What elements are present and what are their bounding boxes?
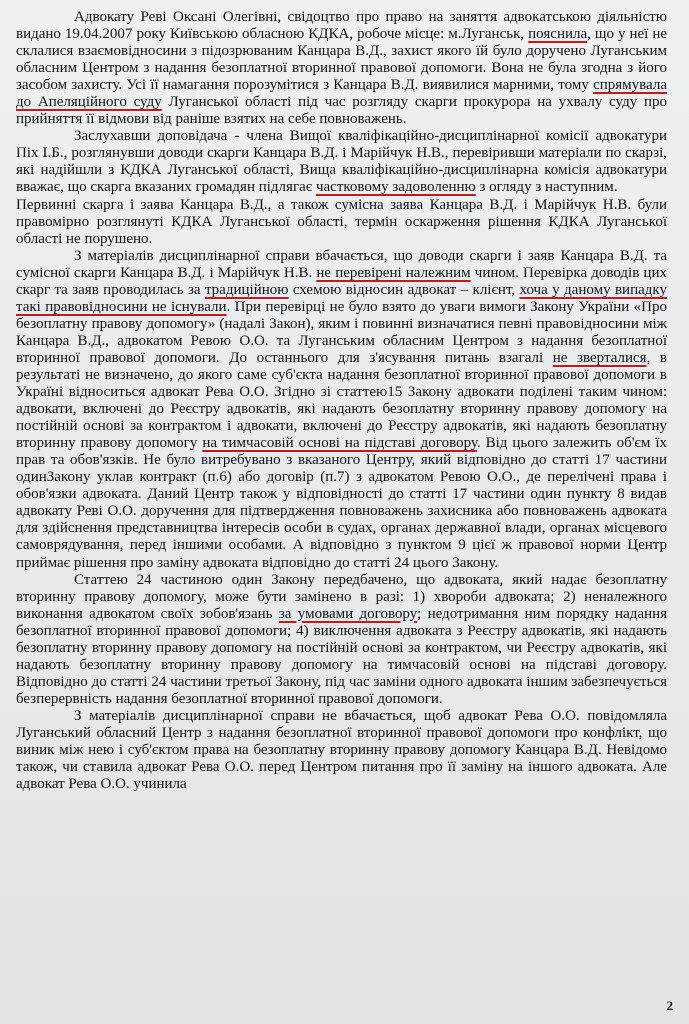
text-run: . При перевірці не було взято до уваги вимоги Закону України «Про безоплатну правову допомогу» (надалі Закон), яким і повинні визначатися певні правовідносини між Канцара В.Д., адвокатом Ревою О.О. та Луганським обласним Центром з надання безоплатної вторинної правової допомоги. До останнього для з'ясування питань взагалі: [16, 298, 667, 366]
underlined-phrase: не зверталися: [552, 349, 647, 366]
text-run: схемою відносин адвокат – клієнт,: [288, 281, 520, 298]
text-run: Адвокату Реві Оксані Олегівні, свідоцтво про право на заняття адвокатською діяльністю видано 19.04.2007 року Київською обласною КДКА, робоче місце: м.Луганськ,: [16, 9, 667, 43]
underlined-phrase: за умовами договору: [278, 605, 418, 622]
text-run: . Від цього залежить об'єм їх прав та обов'язків. Не було витребувано з вказаного Центру, який відповідно до статті 17 частини одинЗакону уклав контракт (п.6) або договір (п.7) з адвокатом Ревою О.О., де перелічені права і обов'язки адвоката. Даний Центр також у відповідності до статті 17 частини один пункту 8 видав адвокату Реві О.О. доручення для підтвердження повноважень захисника або повноважень адвоката для здійснення представництва інтересів особи в судах, органах державної влади, органах місцевого самоврядування, перед іншими особами. А відповідно з пунктом 9 цієї ж правової норми Центр приймає рішення про заміну адвоката відповідно до статті 24 цього Закону.: [16, 435, 667, 571]
paragraph: [16, 9, 667, 128]
text-run: Первинні скарга і заява Канцара В.Д., а також сумісна заява Канцара В.Д. і Марійчук Н.В. були правомірно розглянуті КДКА Луганської області, термін оскарження рішення КДКА Луганської області не порушено.: [16, 196, 667, 247]
underlined-phrase: частковому задоволенню: [315, 179, 476, 196]
underlined-phrase: традиційною: [204, 281, 289, 298]
underlined-phrase: спрямувала до Апеляційного суду: [16, 77, 667, 111]
paragraph: [16, 708, 667, 793]
text-run: Статтею 24 частиною один Закону передбачено, що адвоката, який надає безоплатну вторинну правову допомогу, може бути замінено в разі: 1) хвороби адвоката; 2) неналежного виконання адвокатом своїх зобов'язань: [16, 571, 667, 622]
text-run: Заслухавши доповідача - члена Вищої кваліфікаційно-дисциплінарної комісії адвокатури Піх І.Б., розглянувши доводи скарги Канцара В.Д. і Марійчук Н.В., перевіривши матеріали по скарзі, які надійшли з КДКА Луганської області, Вища кваліфікаційно-дисциплінарна комісія адвокатури вважає, що скарга вказаних громадян підлягає: [16, 128, 667, 196]
underlined-phrase: не перевірені належним: [316, 264, 471, 281]
page-number: 2: [666, 998, 673, 1013]
text-run: З матеріалів дисциплінарної справи вбачається, що доводи скарги і заяв Канцара В.Д. та сумісної скарги Канцара В.Д. і Марійчук Н.В.: [16, 247, 667, 281]
paragraph: [16, 128, 667, 196]
text-run: чином. Перевірка доводів цих скарг та заяв проводилась за: [16, 264, 667, 298]
text-run: ; недотримання ним порядку надання безоплатної вторинної правової допомоги; 4) виключення адвоката з Реєстру адвокатів, які надають безоплатну вторинну правову допомогу на постійній основі за контрактом, чи Реєстру адвокатів, які надають безоплатну вторинну правову допомогу на тимчасовій основі на підставі договору. Відповідно до статті 24 частини третьої Закону, під час заміни одного адвоката іншим забезпечується безперервність надання безоплатної вторинної правової допомоги.: [16, 605, 667, 707]
paragraph: [16, 248, 667, 572]
paragraph: [16, 197, 667, 248]
underlined-phrase: хоча у даному випадку такі правовідносини не існували: [16, 281, 667, 315]
underlined-phrase: на тимчасовій основі на підставі договору: [202, 435, 477, 452]
paragraph: [16, 572, 667, 708]
underlined-phrase: пояснила: [528, 26, 588, 43]
text-run: з огляду з наступним.: [475, 179, 618, 196]
document-body: [16, 9, 667, 793]
text-run: Луганської області під час розгляду скарги прокурора на ухвалу суду про прийняття її відмови від раніше взятих на себе повноважень.: [16, 94, 668, 128]
text-run: , в результаті не визначено, до якого саме суб'єкта надання безоплатної вторинної правової допомоги в Україні відноситься адвокат Рева О.О. Згідно зі статтею15 Закону адвокати поділені таким чином: адвокати, включені до Реєстру адвокатів, які надають безоплатну вторинну правову допомогу на постійній основі за контрактом і адвокати, включені до Реєстру адвокатів, які надають безоплатну вторинну правову допомогу: [16, 349, 667, 452]
text-run: З матеріалів дисциплінарної справи не вбачається, щоб адвокат Рева О.О. повідомляла Луганський обласний Центр з надання безоплатної вторинної правової допомоги про конфлікт, що виник між нею і суб'єктом права на безоплатну вторинну правову допомогу Канцара В.Д. Невідомо також, чи ставила адвокат Рева О.О. перед Центром питання про її заміну на іншого адвоката. Але адвокат Рева О.О. учинила: [16, 707, 667, 793]
text-run: , що у неї не склалися взаємовідносини з підозрюваним Канцара В.Д., захист якого їй було доручено Луганським обласним Центром з надання безоплатної вторинної правової допомоги. Вона не була згодна з його засобом захисту. Усі її намагання порозумітися з Канцара В.Д. виявилися марними, тому: [16, 26, 668, 94]
